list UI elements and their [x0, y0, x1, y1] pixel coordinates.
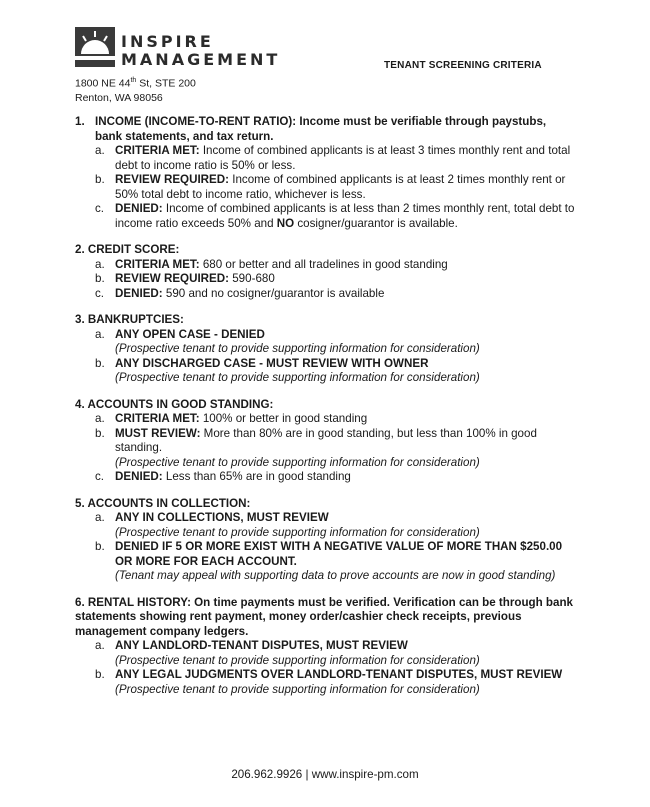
list-item: b. ANY LEGAL JUDGMENTS OVER LANDLORD-TENANT DISPUTES, MUST REVIEW (Prospective tenant to provide supporting information for consideration) — [95, 668, 563, 696]
logo-mark — [75, 27, 115, 67]
list-item: b. REVIEW REQUIRED: Income of combined applicants is at least 2 times monthly rent or 50% total debt to income ratio, whichever is less. — [95, 173, 566, 201]
list-item: a. ANY OPEN CASE - DENIED (Prospective tenant to provide supporting information for consideration) — [95, 327, 480, 355]
logo-wordmark — [121, 33, 280, 69]
section-title: 5. ACCOUNTS IN COLLECTION: — [75, 496, 251, 510]
section-collections — [75, 497, 575, 584]
criteria-content — [75, 115, 575, 709]
section-rental-history — [75, 596, 575, 698]
list-item: b. REVIEW REQUIRED: 590-680 — [95, 272, 275, 285]
section-title: 4. ACCOUNTS IN GOOD STANDING: — [75, 397, 274, 411]
footer-website: www.inspire-pm.com — [311, 768, 419, 781]
list-item: a. ANY LANDLORD-TENANT DISPUTES, MUST REVIEW (Prospective tenant to provide supporting information for consideration) — [95, 639, 480, 667]
section-good-standing — [75, 398, 575, 485]
list-item: b. ANY DISCHARGED CASE - MUST REVIEW WITH OWNER (Prospective tenant to provide supporting information for consideration) — [95, 356, 480, 384]
footer-phone: 206.962.9926 — [231, 768, 303, 781]
section-title: 2. CREDIT SCORE: — [75, 243, 180, 256]
logo-line2: MANAGEMENT — [121, 50, 281, 69]
sunrise-icon — [75, 27, 115, 67]
page-footer: 206.962.9926 | www.inspire-pm.com — [231, 768, 419, 781]
list-item: c. DENIED: 590 and no cosigner/guarantor is available — [95, 286, 385, 300]
list-item: a. CRITERIA MET: 100% or better in good standing — [95, 412, 368, 425]
document-title: TENANT SCREENING CRITERIA — [384, 60, 542, 71]
section-title: INCOME (INCOME-TO-RENT RATIO): Income must be verifiable through paystubs, bank statements, and tax return. — [95, 115, 547, 143]
section-bankruptcies — [75, 313, 575, 386]
section-title: 6. RENTAL HISTORY: On time payments must be verified. Verification can be through bank statements showing rent payment, money order/cashier check receipts, previous management company ledgers. — [75, 595, 573, 638]
list-item: a. ANY IN COLLECTIONS, MUST REVIEW (Prospective tenant to provide supporting information for consideration) — [95, 511, 480, 539]
list-item: c. DENIED: Income of combined applicants is at less than 2 times monthly rent, total debt to income ratio exceeds 50% and NO cosigner/guarantor is available. — [95, 202, 575, 230]
list-item: c. DENIED: Less than 65% are in good standing — [95, 470, 351, 483]
list-item: b. DENIED IF 5 OR MORE EXIST WITH A NEGATIVE VALUE OF MORE THAN $250.00 OR MORE FOR EACH ACCOUNT. (Tenant may appeal with supporting data to prove accounts are now in good standing) — [95, 540, 563, 582]
list-item: a. CRITERIA MET: 680 or better and all tradelines in good standing — [95, 257, 448, 271]
logo-line1: INSPIRE — [121, 32, 214, 51]
section-income: 1. INCOME (INCOME-TO-RENT RATIO): Income must be verifiable through paystubs, bank statements, and tax return. a. CRITERIA MET: Income of combined applicants is at least 3 times monthly rent and total debt to income ratio is 50% or less. b. REVIEW REQUIRED: Income of combined applicants is at least 2 times monthly rent or 50% total debt to income ratio, whichever is less. c. DENIED: Income of combined applicants is at less than 2 times monthly rent, total debt to income ratio exceeds 50% and NO cosigner/guarantor is available. — [75, 115, 575, 230]
section-credit-score — [75, 243, 575, 301]
section-title: 3. BANKRUPTCIES: — [75, 313, 184, 326]
company-address: 1800 NE 44th St, STE 200 Renton, WA 98056 — [75, 77, 196, 104]
list-item: b. MUST REVIEW: More than 80% are in good standing, but less than 100% in good standing. (Prospective tenant to provide supporting information for consideration) — [95, 426, 537, 469]
list-item: a. CRITERIA MET: Income of combined applicants is at least 3 times monthly rent and total debt to income ratio is 50% or less. — [95, 144, 571, 172]
